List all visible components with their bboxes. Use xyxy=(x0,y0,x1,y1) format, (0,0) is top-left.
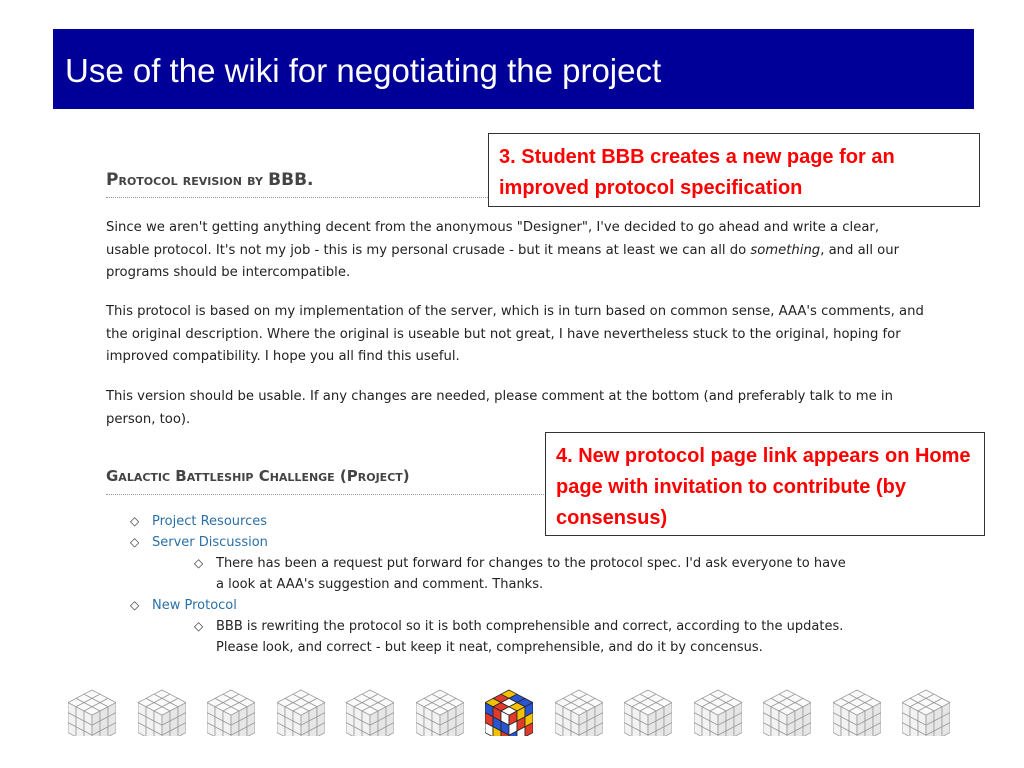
rubiks-cube-icon xyxy=(555,686,603,736)
new-protocol-link[interactable]: New Protocol xyxy=(152,598,237,613)
server-discussion-note: There has been a request put forward for changes to the protocol spec. I'd ask everyone to have a look at AAA's suggestion and comment. Thanks. xyxy=(216,556,846,592)
rubiks-cube-icon xyxy=(694,686,742,736)
new-protocol-note: BBB is rewriting the protocol so it is both comprehensible and correct, according to the updates. Please look, and correct - but keep it neat, comprehensible, and do it by concensus. xyxy=(216,619,844,655)
rubiks-cube-icon xyxy=(416,686,464,736)
rubiks-cube-icon xyxy=(763,686,811,736)
slide-title: Use of the wiki for negotiating the project xyxy=(65,52,662,89)
rubiks-cube-icon xyxy=(833,686,881,736)
rubiks-cube-icon xyxy=(902,686,950,736)
callout-step-4: 4. New protocol page link appears on Home page with invitation to contribute (by consensus) xyxy=(545,432,985,536)
rubiks-cube-icon xyxy=(207,686,255,736)
paragraph-1-text: Since we aren't getting anything decent from the anonymous "Designer", I've decided to go ahead and write a clear, usable protocol. It's not my job - this is my personal crusade - but it means at least we can all do xyxy=(106,220,880,258)
diamond-bullet-icon: ◇ xyxy=(130,535,140,549)
protocol-revision-heading xyxy=(106,170,314,190)
cube-icon-strip xyxy=(68,686,958,742)
list-item xyxy=(194,616,876,658)
server-discussion-link[interactable]: Server Discussion xyxy=(152,535,268,550)
protocol-paragraph-1 xyxy=(106,217,926,285)
protocol-heading-initial: P xyxy=(106,170,119,190)
rubiks-cube-icon xyxy=(68,686,116,736)
rubiks-cube-icon xyxy=(138,686,186,736)
list-item xyxy=(194,553,856,595)
wiki-screenshot xyxy=(100,135,935,665)
rubiks-cube-icon xyxy=(624,686,672,736)
project-heading: Galactic Battleship Challenge (Project) xyxy=(106,467,410,485)
list-item xyxy=(130,532,930,595)
rubiks-cube-icon xyxy=(277,686,325,736)
slide-title-bar xyxy=(53,29,974,109)
protocol-heading-rest: rotocol revision by xyxy=(118,171,269,189)
diamond-bullet-icon: ◇ xyxy=(194,619,204,633)
protocol-paragraph-3: This version should be usable. If any changes are needed, please comment at the bottom (and preferably talk to me in person, too). xyxy=(106,389,893,427)
protocol-paragraph-2: This protocol is based on my implementation of the server, which is in turn based on common sense, AAA's comments, and the original description. Where the original is useable but not great, I have nevertheless stuck to the original, hoping for improved compatibility. I hope you all find this useful. xyxy=(106,304,924,364)
rubiks-cube-icon xyxy=(346,686,394,736)
list-item xyxy=(130,595,930,658)
protocol-heading-bbb: BBB. xyxy=(268,170,314,190)
diamond-bullet-icon: ◇ xyxy=(130,598,140,612)
project-resources-link[interactable]: Project Resources xyxy=(152,514,268,529)
rubiks-cube-color-icon xyxy=(485,686,533,736)
callout-step-3: 3. Student BBB creates a new page for an improved protocol specification xyxy=(488,133,980,207)
diamond-bullet-icon: ◇ xyxy=(130,514,140,528)
diamond-bullet-icon: ◇ xyxy=(194,556,204,570)
paragraph-1-emphasis: something xyxy=(750,242,821,258)
paragraph-1-tail: , and all our programs should be intercompatible. xyxy=(106,242,900,280)
